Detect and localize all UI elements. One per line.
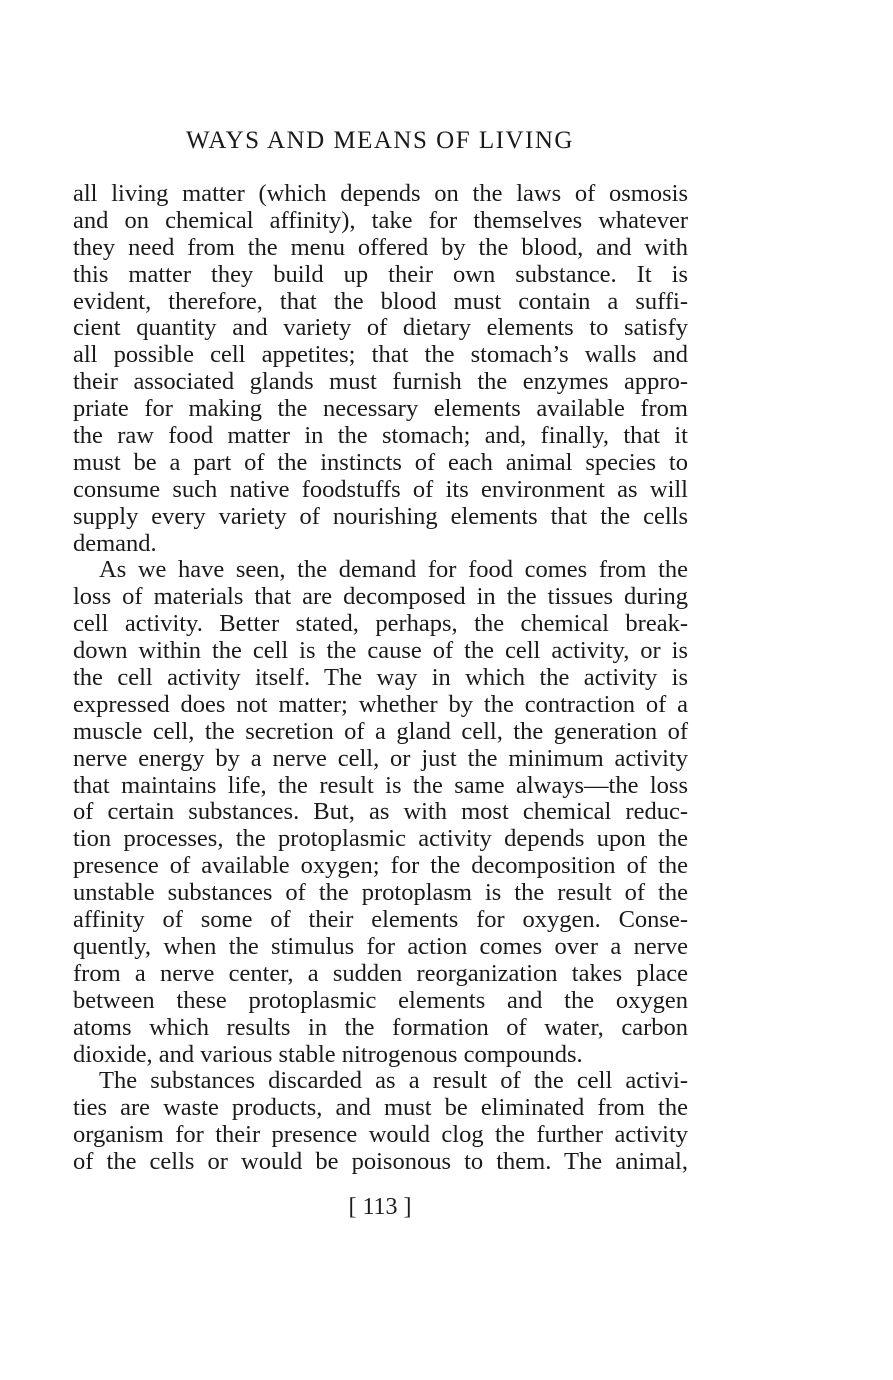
text-line: the cell activity itself. The way in which the activity is <box>73 664 688 692</box>
paragraph-1 <box>73 181 688 557</box>
text-line: supply every variety of nourishing elements that the cells <box>73 502 688 530</box>
text-line: of certain substances. But, as with most chemical reduc- <box>73 798 688 826</box>
running-head: WAYS AND MEANS OF LIVING <box>186 127 574 154</box>
text-line: down within the cell is the cause of the cell activity, or is <box>73 637 688 665</box>
text-line: muscle cell, the secretion of a gland cell, the generation of <box>73 717 688 745</box>
text-line: As we have seen, the demand for food comes from the <box>99 556 688 584</box>
text-line: The substances discarded as a result of the cell activi- <box>99 1067 688 1095</box>
text-line: from a nerve center, a sudden reorganization takes place <box>73 959 688 987</box>
text-line: must be a part of the instincts of each animal species to <box>73 448 688 476</box>
text-line: between these protoplasmic elements and the oxygen <box>73 986 688 1014</box>
body-text <box>73 181 688 1176</box>
text-line: atoms which results in the formation of water, carbon <box>73 1013 688 1041</box>
text-line: this matter they build up their own substance. It is <box>73 260 688 288</box>
text-line: of the cells or would be poisonous to them. The animal, <box>73 1148 688 1176</box>
paragraph-3 <box>73 1068 688 1176</box>
text-line: quently, when the stimulus for action comes over a nerve <box>73 932 688 960</box>
text-line: cell activity. Better stated, perhaps, the chemical break- <box>73 610 688 638</box>
text-line: that maintains life, the result is the same always—the loss <box>73 771 688 799</box>
text-line: priate for making the necessary elements available from <box>73 395 688 423</box>
text-line: affinity of some of their elements for oxygen. Conse- <box>73 906 688 934</box>
text-line: nerve energy by a nerve cell, or just the minimum activity <box>73 744 688 772</box>
text-line: all possible cell appetites; that the stomach’s walls and <box>73 341 688 369</box>
text-line: organism for their presence would clog the further activity <box>73 1121 688 1149</box>
text-line: they need from the menu offered by the blood, and with <box>73 233 688 261</box>
text-line: dioxide, and various stable nitrogenous compounds. <box>73 1040 583 1068</box>
text-line: and on chemical affinity), take for themselves whatever <box>73 206 688 234</box>
text-line: the raw food matter in the stomach; and, finally, that it <box>73 422 688 450</box>
text-line: ties are waste products, and must be eliminated from the <box>73 1094 688 1122</box>
text-line: presence of available oxygen; for the decomposition of the <box>73 852 688 880</box>
text-line: expressed does not matter; whether by the contraction of a <box>73 690 688 718</box>
text-line: unstable substances of the protoplasm is the result of the <box>73 879 688 907</box>
text-line: consume such native foodstuffs of its environment as will <box>73 475 688 503</box>
text-line: all living matter (which depends on the laws of osmosis <box>73 180 688 207</box>
paragraph-2 <box>73 557 688 1068</box>
text-line: cient quantity and variety of dietary elements to satisfy <box>73 314 688 342</box>
text-line: loss of materials that are decomposed in the tissues during <box>73 583 688 611</box>
text-line: demand. <box>73 529 157 557</box>
text-line: evident, therefore, that the blood must contain a suffi- <box>73 287 688 315</box>
text-line: tion processes, the protoplasmic activity depends upon the <box>73 825 688 853</box>
text-line: their associated glands must furnish the enzymes appro- <box>73 368 688 396</box>
page-number: [ 113 ] <box>348 1194 412 1220</box>
